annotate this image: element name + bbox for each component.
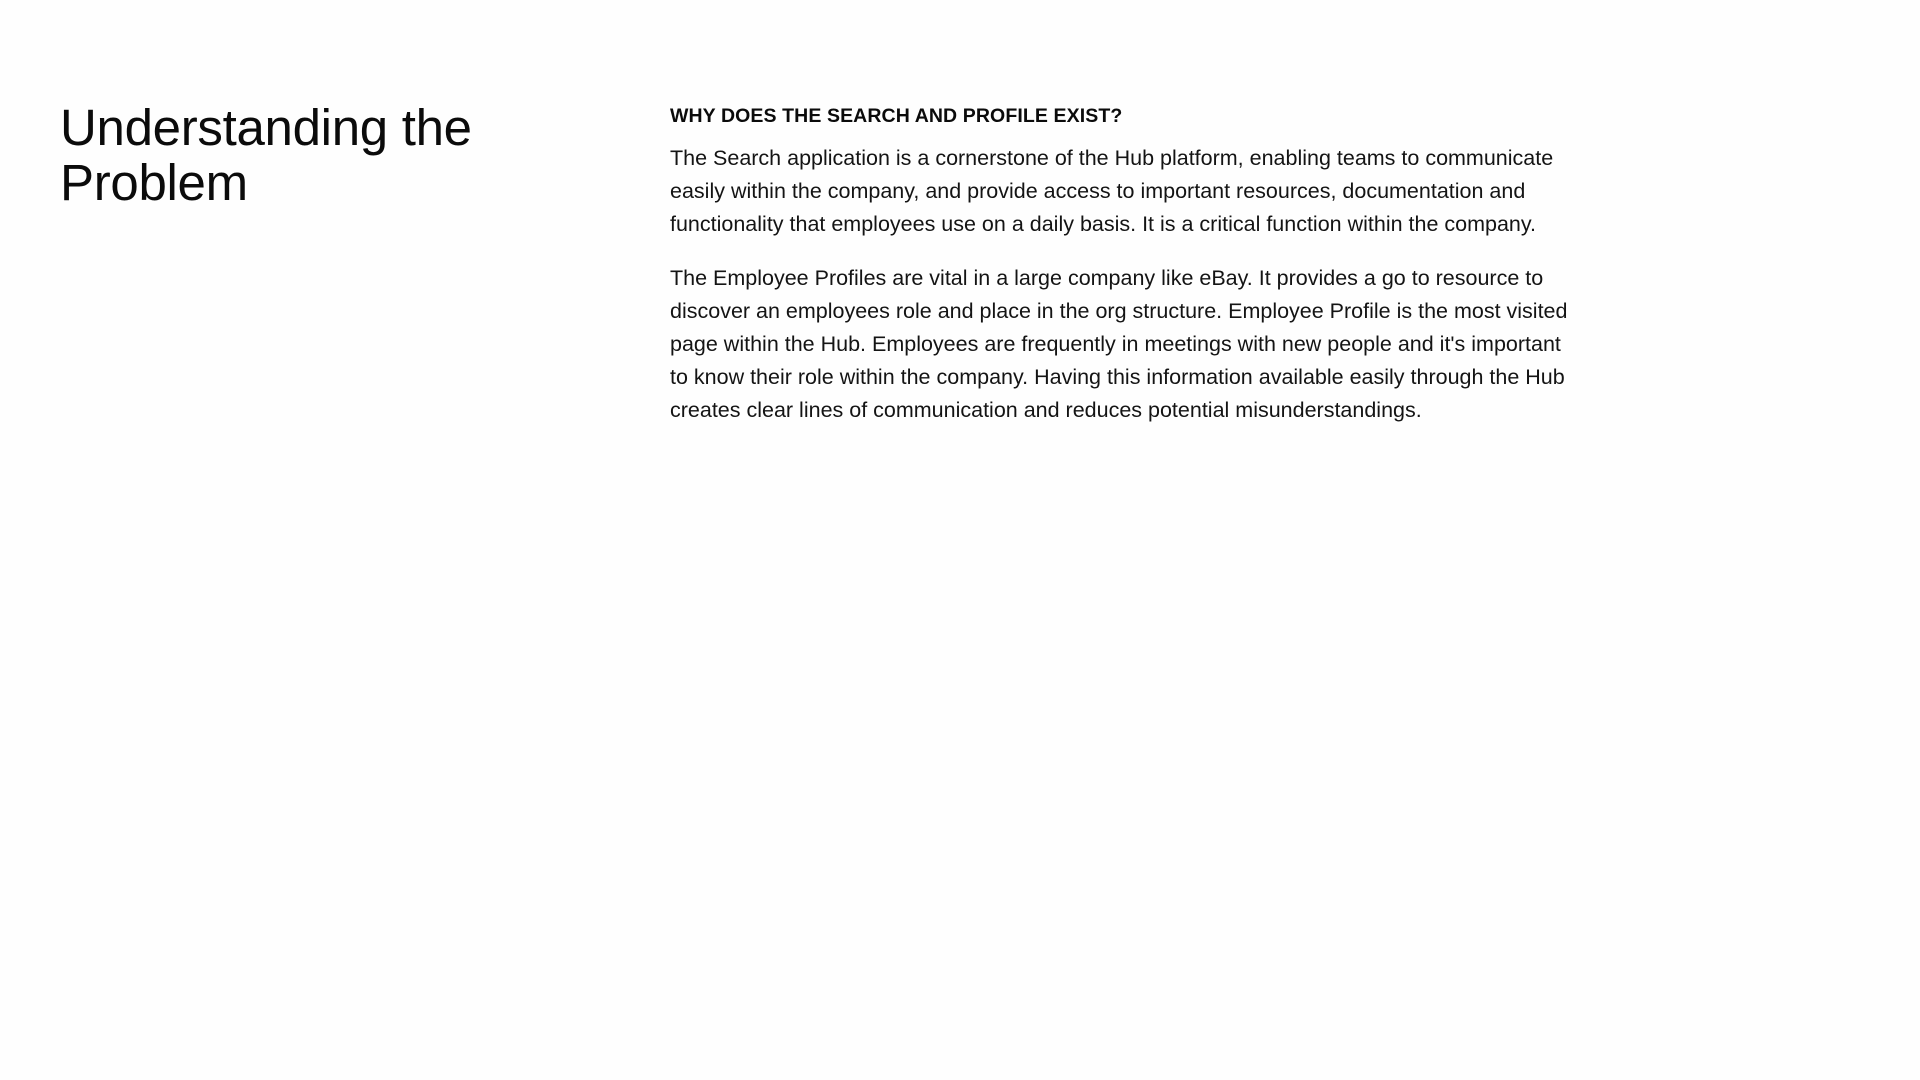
page-title-line-2: Problem [60, 154, 248, 211]
search-paragraph: The Search application is a cornerstone of the Hub platform, enabling teams to communicate easily within the company, and provide access to important resources, documentation and functionality that employees use on a daily basis. It is a critical function within the company. [670, 146, 1554, 236]
title-column [60, 100, 580, 210]
profiles-paragraph: The Employee Profiles are vital in a large company like eBay. It provides a go to resource to discover an employees role and place in the org structure. Employee Profile is the most visited page within the Hub. Employees are frequently in meetings with new people and it's important to know their role within the company. Having this information available easily through the Hub creates clear lines of communication and reduces potential misunderstandings. [670, 266, 1568, 422]
page-title-line-1: Understanding the [60, 99, 472, 156]
content-column [670, 104, 1570, 448]
page-title [60, 100, 580, 210]
section-heading: WHY DOES THE SEARCH AND PROFILE EXIST? [670, 105, 1123, 127]
